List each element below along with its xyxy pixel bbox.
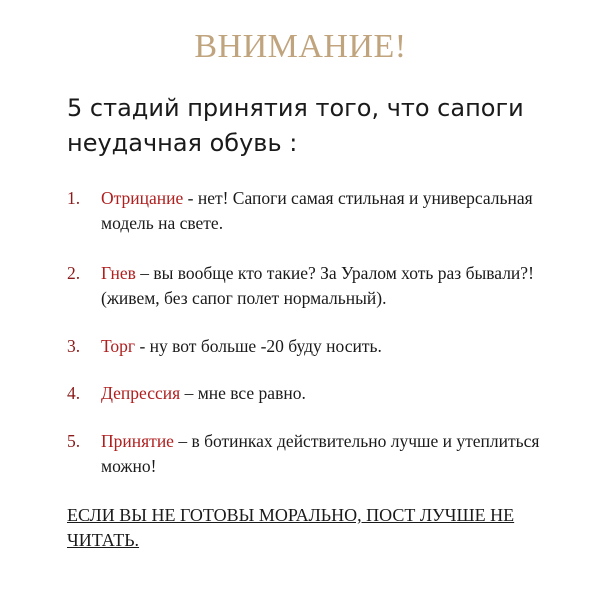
stage-body (101, 334, 551, 359)
stage-number: 4. (67, 383, 81, 403)
stage-text: – в ботинках действительно лучше и утеплиться можно! (101, 431, 540, 476)
stage-number: 5. (67, 431, 81, 451)
stage-text: – мне все равно. (180, 383, 306, 403)
stage-body (101, 429, 551, 479)
stage-number: 3. (67, 336, 81, 356)
warning-footer: ЕСЛИ ВЫ НЕ ГОТОВЫ МОРАЛЬНО, ПОСТ ЛУЧШЕ НЕ ЧИТАТЬ. (67, 505, 515, 550)
stage-number: 1. (67, 188, 81, 208)
stage-keyword: Торг (101, 336, 136, 356)
stage-body (101, 261, 551, 311)
stage-text: – вы вообще кто такие? За Уралом хоть раз бывали?! (живем, без сапог полет нормальный). (101, 263, 534, 308)
stage-text: - ну вот больше -20 буду носить. (135, 336, 382, 356)
subtitle: 5 стадий принятия того, что сапоги неудачная обувь : (67, 94, 524, 157)
stage-keyword: Принятие (101, 431, 174, 451)
stage-number: 2. (67, 263, 81, 283)
stage-body (101, 381, 551, 406)
stage-text: - нет! Сапоги самая стильная и универсальная модель на свете. (101, 188, 533, 233)
page-heading: ВНИМАНИЕ! (194, 28, 407, 65)
stage-keyword: Депрессия (101, 383, 181, 403)
stage-body (101, 186, 551, 236)
stage-keyword: Гнев (101, 263, 136, 283)
stage-keyword: Отрицание (101, 188, 184, 208)
